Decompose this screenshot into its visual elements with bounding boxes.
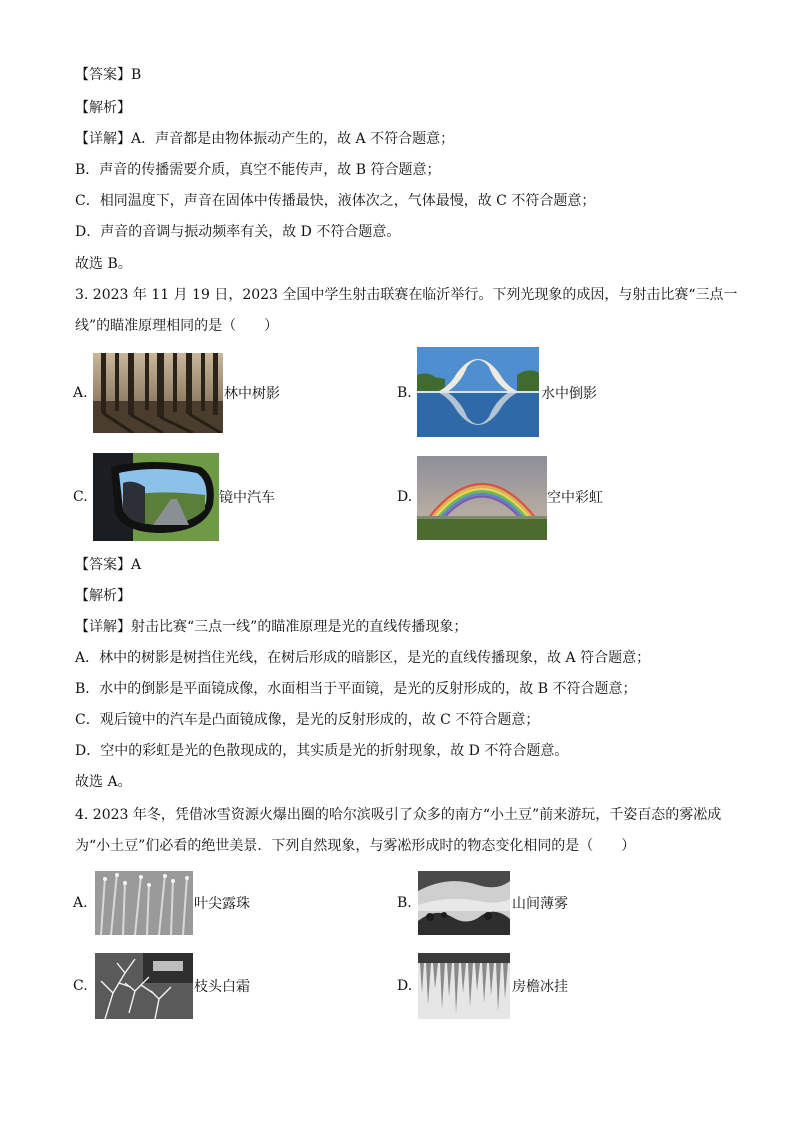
q4-option-a-letter: A.	[73, 895, 88, 911]
q4-option-a-image-dew	[95, 871, 193, 935]
q3-detail-line-5: D．空中的彩虹是光的色散现成的，其实质是光的折射现象，故 D 不符合题意。	[75, 743, 569, 759]
q3-detail-line-4: C．观后镜中的汽车是凸面镜成像，是光的反射形成的，故 C 不符合题意；	[75, 712, 540, 728]
q4-option-d-caption: 房檐冰挂	[512, 979, 568, 995]
q4-stem-line-2: 为“小土豆”们必看的绝世美景．下列自然现象，与雾凇形成时的物态变化相同的是（ ）	[75, 838, 636, 854]
q3-conclusion: 故选 A。	[75, 774, 132, 790]
q3-detail-line-3: B．水中的倒影是平面镜成像，水面相当于平面镜，是光的反射形成的，故 B 不符合题意；	[75, 681, 637, 697]
q3-stem-line-2: 线”的瞄准原理相同的是（ ）	[75, 318, 279, 334]
q3-option-b-image-bridge	[417, 347, 539, 437]
q3-answer: 【答案】A	[75, 557, 142, 573]
q4-option-d-letter: D.	[397, 978, 413, 994]
q3-option-d-image-rainbow	[417, 456, 547, 540]
q4-option-a-caption: 叶尖露珠	[194, 896, 250, 912]
q3-option-b-caption: 水中倒影	[541, 386, 597, 402]
q3-option-a-image-forest	[93, 353, 223, 433]
q4-option-b-caption: 山间薄雾	[512, 896, 568, 912]
q3-option-c-letter: C.	[73, 489, 88, 505]
q3-option-a-letter: A.	[73, 385, 88, 401]
q2-detail-line-2: B．声音的传播需要介质，真空不能传声，故 B 符合题意；	[75, 162, 441, 178]
q3-detail-line-2: A．林中的树影是树挡住光线，在树后形成的暗影区，是光的直线传播现象，故 A 符合题意；	[75, 650, 651, 666]
q4-option-c-letter: C.	[73, 978, 88, 994]
q2-detail-line-4: D．声音的音调与振动频率有关，故 D 不符合题意。	[75, 224, 401, 240]
q4-option-b-image-mist	[418, 871, 510, 935]
q3-option-d-letter: D.	[397, 489, 413, 505]
q4-stem-line-1: 4. 2023 年冬，凭借冰雪资源火爆出圈的哈尔滨吸引了众多的南方“小土豆”前来游玩，千姿百态的雾凇成	[75, 807, 722, 823]
q3-option-c-image-mirror	[93, 453, 219, 541]
q4-option-c-image-frost	[95, 953, 193, 1019]
q3-option-b-letter: B.	[397, 385, 412, 401]
q4-option-d-image-icicles	[418, 953, 510, 1019]
q3-stem-line-1: 3. 2023 年 11 月 19 日，2023 全国中学生射击联赛在临沂举行。下列光现象的成因，与射击比赛“三点一	[75, 287, 738, 303]
q3-option-c-caption: 镜中汽车	[219, 490, 275, 506]
q2-conclusion: 故选 B。	[75, 256, 132, 272]
q4-option-b-letter: B.	[397, 895, 412, 911]
q3-detail-line-1: 【详解】射击比赛“三点一线”的瞄准原理是光的直线传播现象；	[75, 619, 468, 635]
q2-answer: 【答案】B	[75, 67, 142, 83]
q2-analysis-heading: 【解析】	[75, 100, 131, 116]
q4-option-c-caption: 枝头白霜	[194, 979, 250, 995]
q3-analysis-heading: 【解析】	[75, 588, 131, 604]
q3-option-a-caption: 林中树影	[224, 386, 280, 402]
q3-option-d-caption: 空中彩虹	[547, 490, 603, 506]
q2-detail-line-1: 【详解】A．声音都是由物体振动产生的，故 A 不符合题意；	[75, 131, 455, 147]
q2-detail-line-3: C．相同温度下，声音在固体中传播最快，液体次之，气体最慢，故 C 不符合题意；	[75, 193, 596, 209]
